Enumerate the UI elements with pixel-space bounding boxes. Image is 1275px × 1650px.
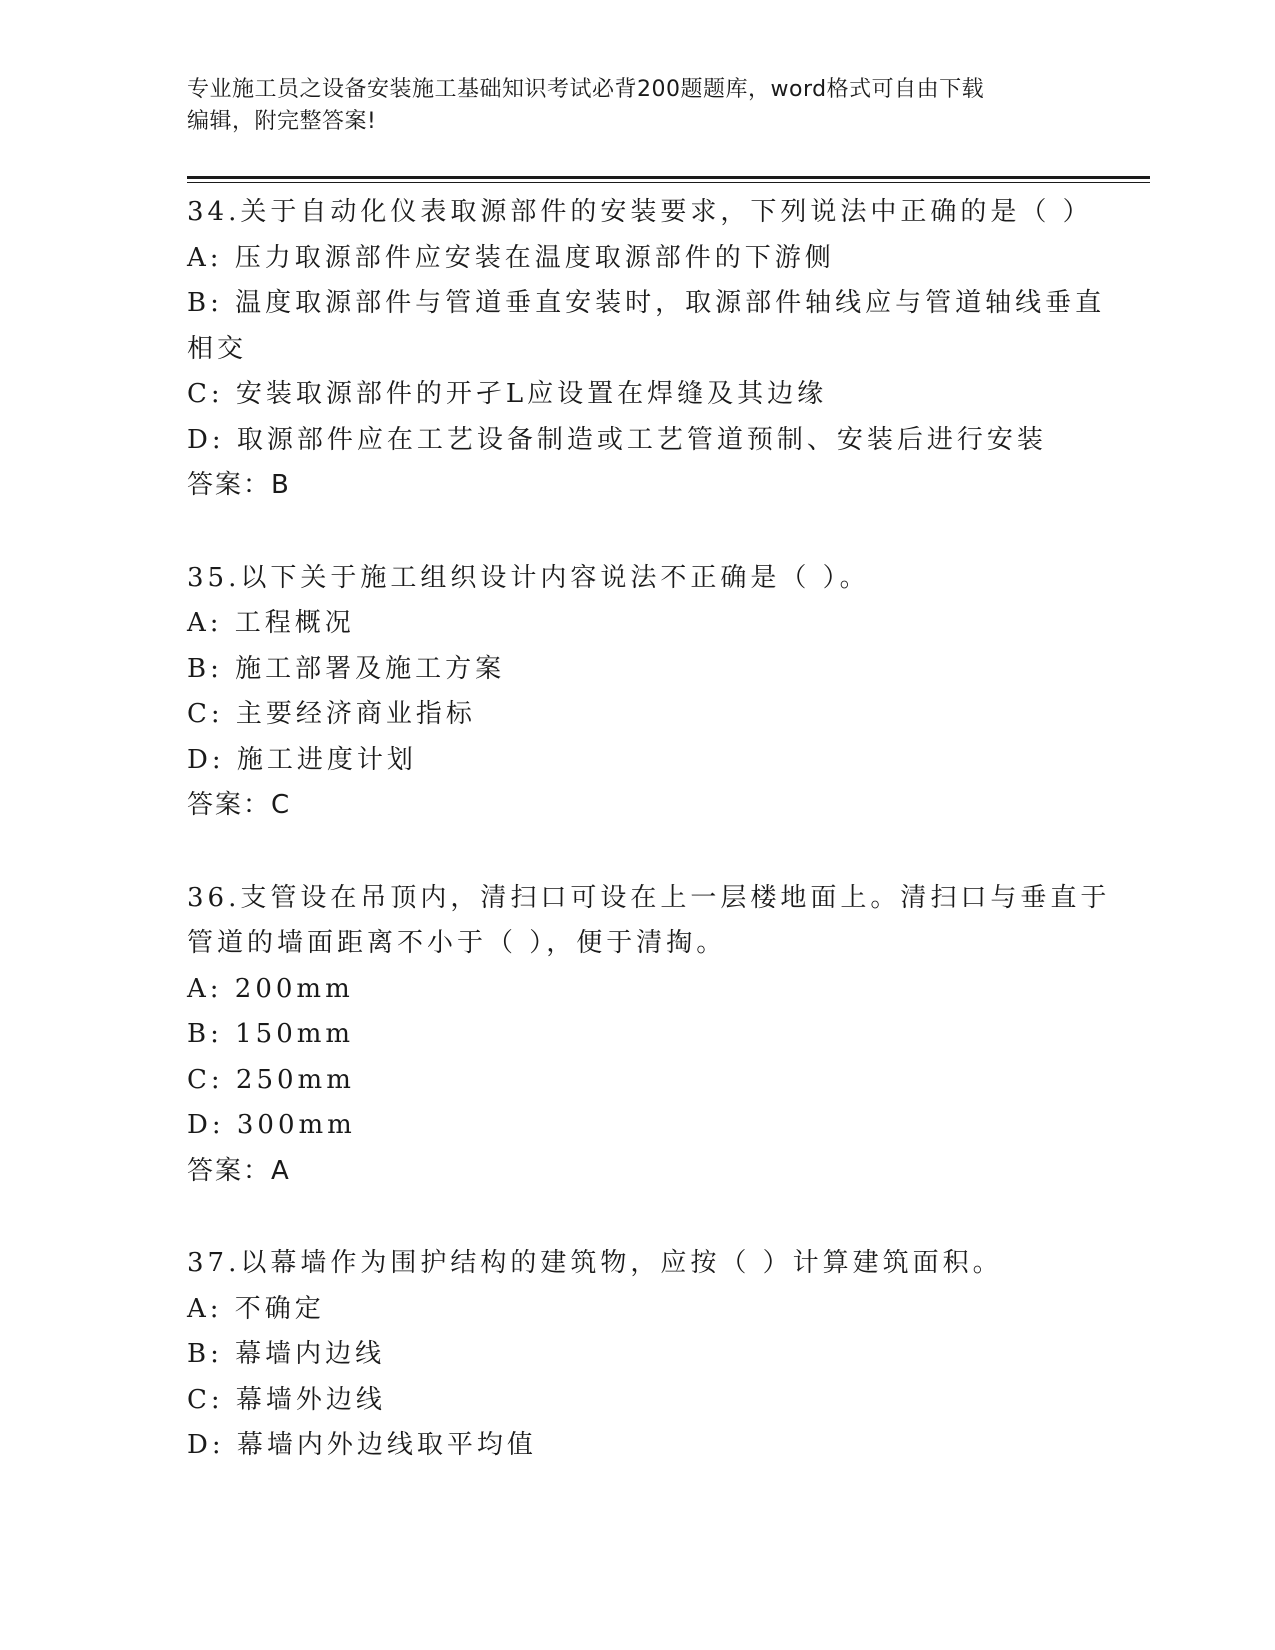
question-36 [187, 876, 1111, 1195]
answer-label: 答案：A [187, 1155, 291, 1186]
question-34 [187, 190, 1106, 509]
option-a: A: 压力取源部件应安装在温度取源部件的下游侧 [187, 242, 835, 273]
option-d: D: 施工进度计划 [187, 744, 417, 775]
answer-label: 答案：C [187, 790, 292, 820]
document-header [187, 74, 1087, 138]
option-d: D: 幕墙内外边线取平均值 [187, 1430, 537, 1460]
question-stem: 34.关于自动化仪表取源部件的安装要求，下列说法中正确的是（ ） [187, 197, 1093, 227]
header-divider-thin [187, 182, 1150, 183]
option-d: D: 300mm [187, 1110, 356, 1140]
option-c: C: 幕墙外边线 [187, 1384, 386, 1415]
option-a: A: 不确定 [187, 1293, 325, 1324]
question-35 [187, 556, 1087, 829]
option-b: B: 施工部署及施工方案 [187, 653, 506, 684]
header-line-1: 专业施工员之设备安装施工基础知识考试必背200题题库，word格式可自由下载 [187, 77, 985, 102]
header-line-2: 编辑，附完整答案! [187, 109, 377, 134]
answer-label: 答案：B [187, 470, 291, 500]
option-c: C: 安装取源部件的开孑L应设置在焊缝及其边缘 [187, 379, 828, 409]
question-list [187, 190, 1111, 1516]
header-divider-thick [187, 176, 1150, 179]
question-stem: 37.以幕墙作为围护结构的建筑物，应按（ ）计算建筑面积。 [187, 1248, 1003, 1278]
option-b: B: 150mm [187, 1019, 355, 1049]
option-b-continued: 相交 [187, 333, 248, 364]
option-a: A: 工程概况 [187, 608, 355, 638]
option-b: B: 幕墙内边线 [187, 1339, 386, 1369]
option-c: C: 主要经济商业指标 [187, 699, 476, 729]
option-a: A: 200mm [187, 973, 354, 1004]
question-37 [187, 1241, 1087, 1469]
option-c: C: 250mm [187, 1064, 355, 1095]
question-stem-continued: 管道的墙面距离不小于（ ），便于清掏。 [187, 928, 727, 958]
option-b: B: 温度取源部件与管道垂直安装时，取源部件轴线应与管道轴线垂直 [187, 288, 1106, 318]
option-d: D: 取源部件应在工艺设备制造或工艺管道预制、安装后进行安装 [187, 424, 1047, 455]
question-stem: 36.支管设在吊顶内，清扫口可设在上一层楼地面上。清扫口与垂直于 [187, 882, 1111, 913]
question-stem: 35.以下关于施工组织设计内容说法不正确是（ ）。 [187, 562, 870, 593]
